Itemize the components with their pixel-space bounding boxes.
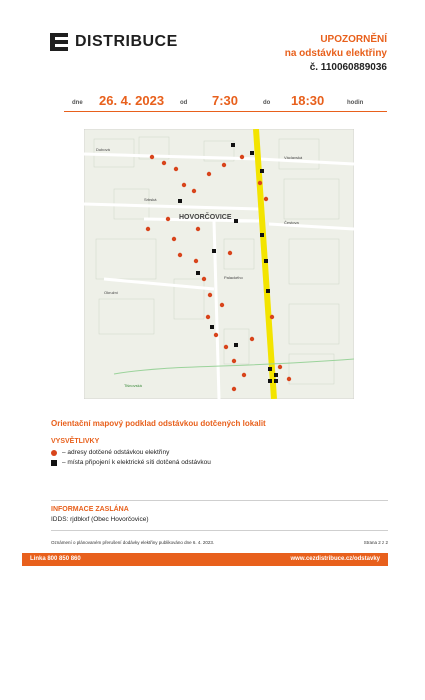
map-label-palackeho: Palackého xyxy=(224,275,243,280)
start-time: 7:30 xyxy=(212,93,239,108)
divider xyxy=(51,500,388,501)
logo-text: DISTRIBUCE xyxy=(75,33,178,50)
cez-distribuce-logo xyxy=(50,33,178,51)
info-title: INFORMACE ZASLÁNA xyxy=(51,506,129,513)
do-label: do xyxy=(263,100,271,106)
schedule-underline xyxy=(64,111,387,112)
map-label-dubova: Dubová xyxy=(96,147,110,152)
map-label-srbska: Srbská xyxy=(144,197,157,202)
legend-title: VYSVĚTLIVKY xyxy=(51,438,100,445)
map-label-tisnovska: Tišnovská xyxy=(124,383,142,388)
hotline-phone: Linka 800 850 860 xyxy=(30,556,81,562)
map-label-cestova: Čestova xyxy=(284,220,299,225)
page-number: Strana 2 z 2 xyxy=(363,540,388,545)
legend-item-connections-label: – místa připojení k elektrické síti dotčená odstávkou xyxy=(62,459,211,466)
hodin-label: hodin xyxy=(347,100,364,106)
notice-subtitle: na odstávku elektřiny xyxy=(284,48,387,59)
legend-item-addresses xyxy=(51,449,169,456)
outage-map xyxy=(84,129,354,399)
od-label: od xyxy=(180,100,188,106)
notice-number: č. 110060889036 xyxy=(309,62,387,73)
outage-schedule xyxy=(68,93,388,109)
publication-note: Oznámení o plánovaném přerušení dodávky elektřiny publikováno dne 6. 4. 2023. xyxy=(51,540,215,545)
map-label-vaclavska: Václavská xyxy=(284,155,303,160)
dne-label: dne xyxy=(72,100,83,106)
red-dot-icon xyxy=(51,450,57,456)
map-label-okruzni: Okružní xyxy=(104,290,119,295)
black-square-icon xyxy=(51,460,57,466)
end-time: 18:30 xyxy=(291,93,325,108)
map-label-hovorcovice: HOVORČOVICE xyxy=(179,214,232,221)
cez-logo-icon xyxy=(50,33,68,51)
map-caption: Orientační mapový podklad odstávkou dotčených lokalit xyxy=(51,419,266,428)
outage-date: 26. 4. 2023 xyxy=(99,93,165,108)
notice-heading xyxy=(285,33,387,75)
legend-item-connections xyxy=(51,459,211,466)
footer-bar xyxy=(22,553,388,566)
divider xyxy=(51,530,388,531)
notice-title: UPOZORNĚNÍ xyxy=(320,34,387,45)
legend-item-addresses-label: – adresy dotčené odstávkou elektřiny xyxy=(62,449,170,456)
info-recipient: IDDS: rjdbkxf (Obec Hovorčovice) xyxy=(51,516,149,523)
outages-url: www.cezdistribuce.cz/odstavky xyxy=(290,556,380,562)
